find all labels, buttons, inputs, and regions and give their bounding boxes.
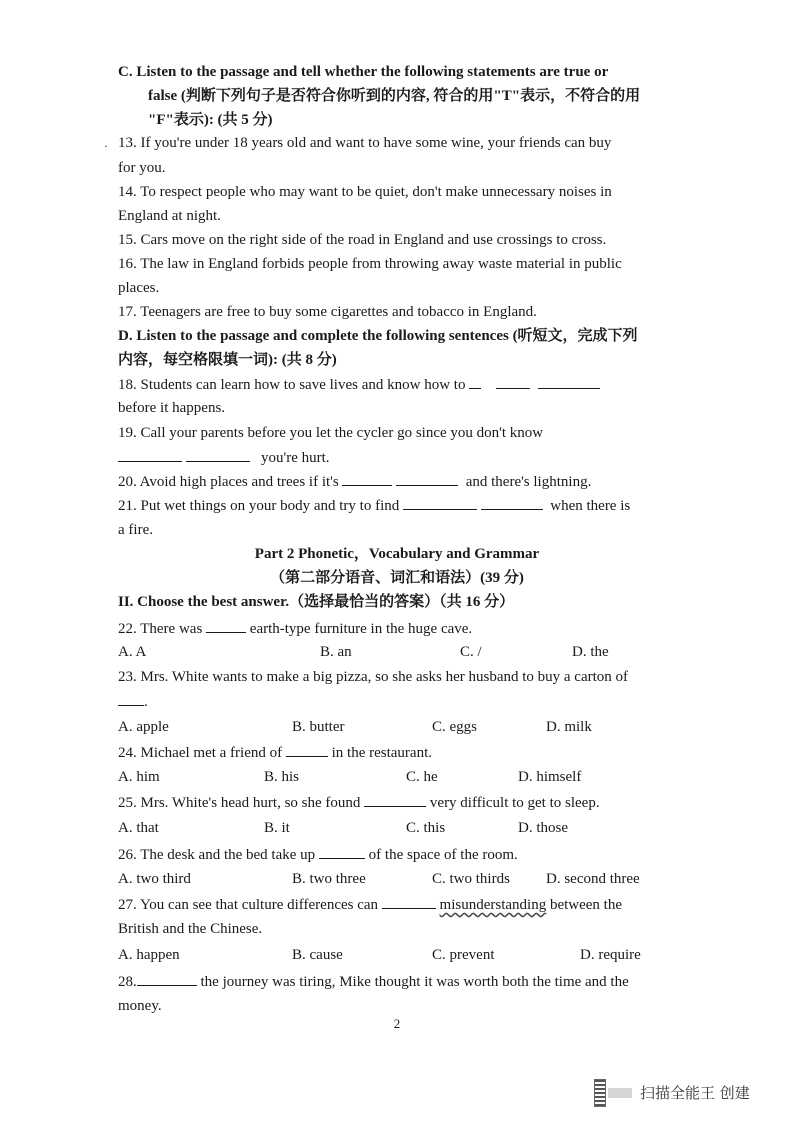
q24-option-c[interactable]: C. he [406,769,438,785]
q25-options [0,818,794,838]
q20-text [118,471,591,492]
q17-text: 17. Teenagers are free to buy some cigarettes and tobacco in England. [118,304,537,320]
q27-option-b[interactable]: B. cause [292,947,343,963]
q13-text: 13. If you're under 18 years old and want to have some wine, your friends can buy [118,135,612,151]
section-ii-title: II. Choose the best answer. [118,594,290,610]
part2-title: Part 2 Phonetic，Vocabulary and Grammar [254,546,540,562]
q21-stem: 21. Put wet things on your body and try to find [118,498,400,514]
q27-stem: 27. You can see that culture differences can [118,897,379,913]
q24-text [118,742,432,763]
q23-option-a[interactable]: A. apple [118,719,169,735]
part2-subtitle: （第二部分语音、词汇和语法）(39 分) [270,570,524,586]
q24-option-d[interactable]: D. himself [518,769,582,785]
scanner-badge-icon [608,1088,632,1098]
q18-text [118,374,600,395]
q24-tail: in the restaurant. [331,745,432,761]
section-ii-heading [118,592,514,612]
q26-options [0,869,794,889]
q22-option-a[interactable]: A. A [118,644,147,660]
q26-blank[interactable] [319,844,365,859]
q27-option-d[interactable]: D. require [580,947,641,963]
qr-code-icon [594,1079,606,1107]
scanner-logo [594,1078,634,1108]
q16-text-line2: places. [118,280,160,296]
q22-text [118,618,472,639]
q20-stem: 20. Avoid high places and trees if it's [118,474,339,490]
q23-option-d[interactable]: D. milk [546,719,592,735]
q25-text [118,792,600,813]
q21-blank-2[interactable] [481,495,543,510]
q25-tail: very difficult to get to sleep. [429,795,600,811]
q19-text: 19. Call your parents before you let the cycler go since you don't know [118,425,544,441]
q15-text: 15. Cars move on the right side of the road in England and use crossings to cross. [118,232,607,248]
q24-option-b[interactable]: B. his [264,769,300,785]
q23-option-c[interactable]: C. eggs [432,719,477,735]
q25-option-d[interactable]: D. those [518,820,568,836]
page-number: 2 [393,1016,401,1031]
q16-text: 16. The law in England forbids people from throwing away waste material in public [118,256,622,272]
q22-stem: 22. There was [118,621,203,637]
q19-tail: you're hurt. [261,450,330,466]
q20-blank-2[interactable] [396,471,458,486]
q28-text-line2: money. [118,998,162,1014]
q24-options [0,767,794,787]
q21-tail: when there is [550,498,631,514]
q23-text: 23. Mrs. White wants to make a big pizza, so she asks her husband to buy a carton of [118,669,629,685]
q18-blank-2[interactable] [496,374,530,389]
q19-line2 [118,447,330,468]
q27-text [118,894,622,915]
q19-blank-1[interactable] [118,447,182,462]
q26-option-b[interactable]: B. two three [292,871,366,887]
section-d-heading-line2: 内容，每空格限填一词): (共 8 分) [118,352,337,368]
q26-option-d[interactable]: D. second three [546,871,640,887]
section-c-heading: C. Listen to the passage and tell whether the following statements are true or [118,64,609,80]
q26-tail: of the space of the room. [368,847,518,863]
q26-stem: 26. The desk and the bed take up [118,847,316,863]
q25-option-a[interactable]: A. that [118,820,159,836]
q28-blank[interactable] [137,971,197,986]
q24-stem: 24. Michael met a friend of [118,745,283,761]
stray-mark: · [104,139,108,153]
q22-blank[interactable] [206,618,246,633]
q23-options [0,717,794,737]
q23-line2: . [118,691,148,712]
q18-text-line2: before it happens. [118,400,226,416]
q18-blank-3[interactable] [538,374,600,389]
q22-option-d[interactable]: D. the [572,644,609,660]
q23-blank[interactable] [118,691,144,706]
section-c-heading-line2: false (判断下列句子是否符合你听到的内容, 符合的用"T"表示，不符合的用 [148,88,641,104]
q20-tail: and there's lightning. [465,474,592,490]
q27-option-c[interactable]: C. prevent [432,947,495,963]
q27-tail: between the [549,897,623,913]
q28-tail: the journey was tiring, Mike thought it was worth both the time and the [200,974,629,990]
q22-option-b[interactable]: B. an [320,644,352,660]
q24-blank[interactable] [286,742,328,757]
q21-text-line2: a fire. [118,522,153,538]
section-d-heading: D. Listen to the passage and complete the following sentences (听短文，完成下列 [118,328,638,344]
q26-option-c[interactable]: C. two thirds [432,871,510,887]
q25-option-b[interactable]: B. it [264,820,290,836]
q23-option-b[interactable]: B. butter [292,719,345,735]
q25-option-c[interactable]: C. this [406,820,446,836]
q27-blank[interactable] [382,894,436,909]
q21-text [118,495,630,516]
q14-text-line2: England at night. [118,208,221,224]
q22-tail: earth-type furniture in the huge cave. [249,621,473,637]
q25-stem: 25. Mrs. White's head hurt, so she found [118,795,361,811]
scanner-watermark: 扫描全能王 创建 [640,1084,750,1102]
q14-text: 14. To respect people who may want to be quiet, don't make unnecessary noises in [118,184,612,200]
q22-options [0,642,794,662]
q21-blank-1[interactable] [403,495,477,510]
q20-blank-1[interactable] [342,471,392,486]
q28-text [118,971,629,992]
q27-text-line2: British and the Chinese. [118,921,263,937]
q27-option-a[interactable]: A. happen [118,947,180,963]
q19-blank-2[interactable] [186,447,250,462]
q13-text-line2: for you. [118,160,166,176]
q27-keyword: misunderstanding [439,897,547,913]
q26-text [118,844,518,865]
q28-number: 28. [118,974,137,990]
q24-option-a[interactable]: A. him [118,769,160,785]
q18-blank-1[interactable] [469,374,481,389]
section-ii-note: （选择最恰当的答案）（共 16 分） [289,594,515,610]
q18-stem: 18. Students can learn how to save lives and know how to [118,377,466,393]
q22-option-c[interactable]: C. / [460,644,482,660]
section-c-heading-line3: "F"表示): (共 5 分) [148,112,273,128]
q27-options [0,945,794,965]
q26-option-a[interactable]: A. two third [118,871,191,887]
q25-blank[interactable] [364,792,426,807]
